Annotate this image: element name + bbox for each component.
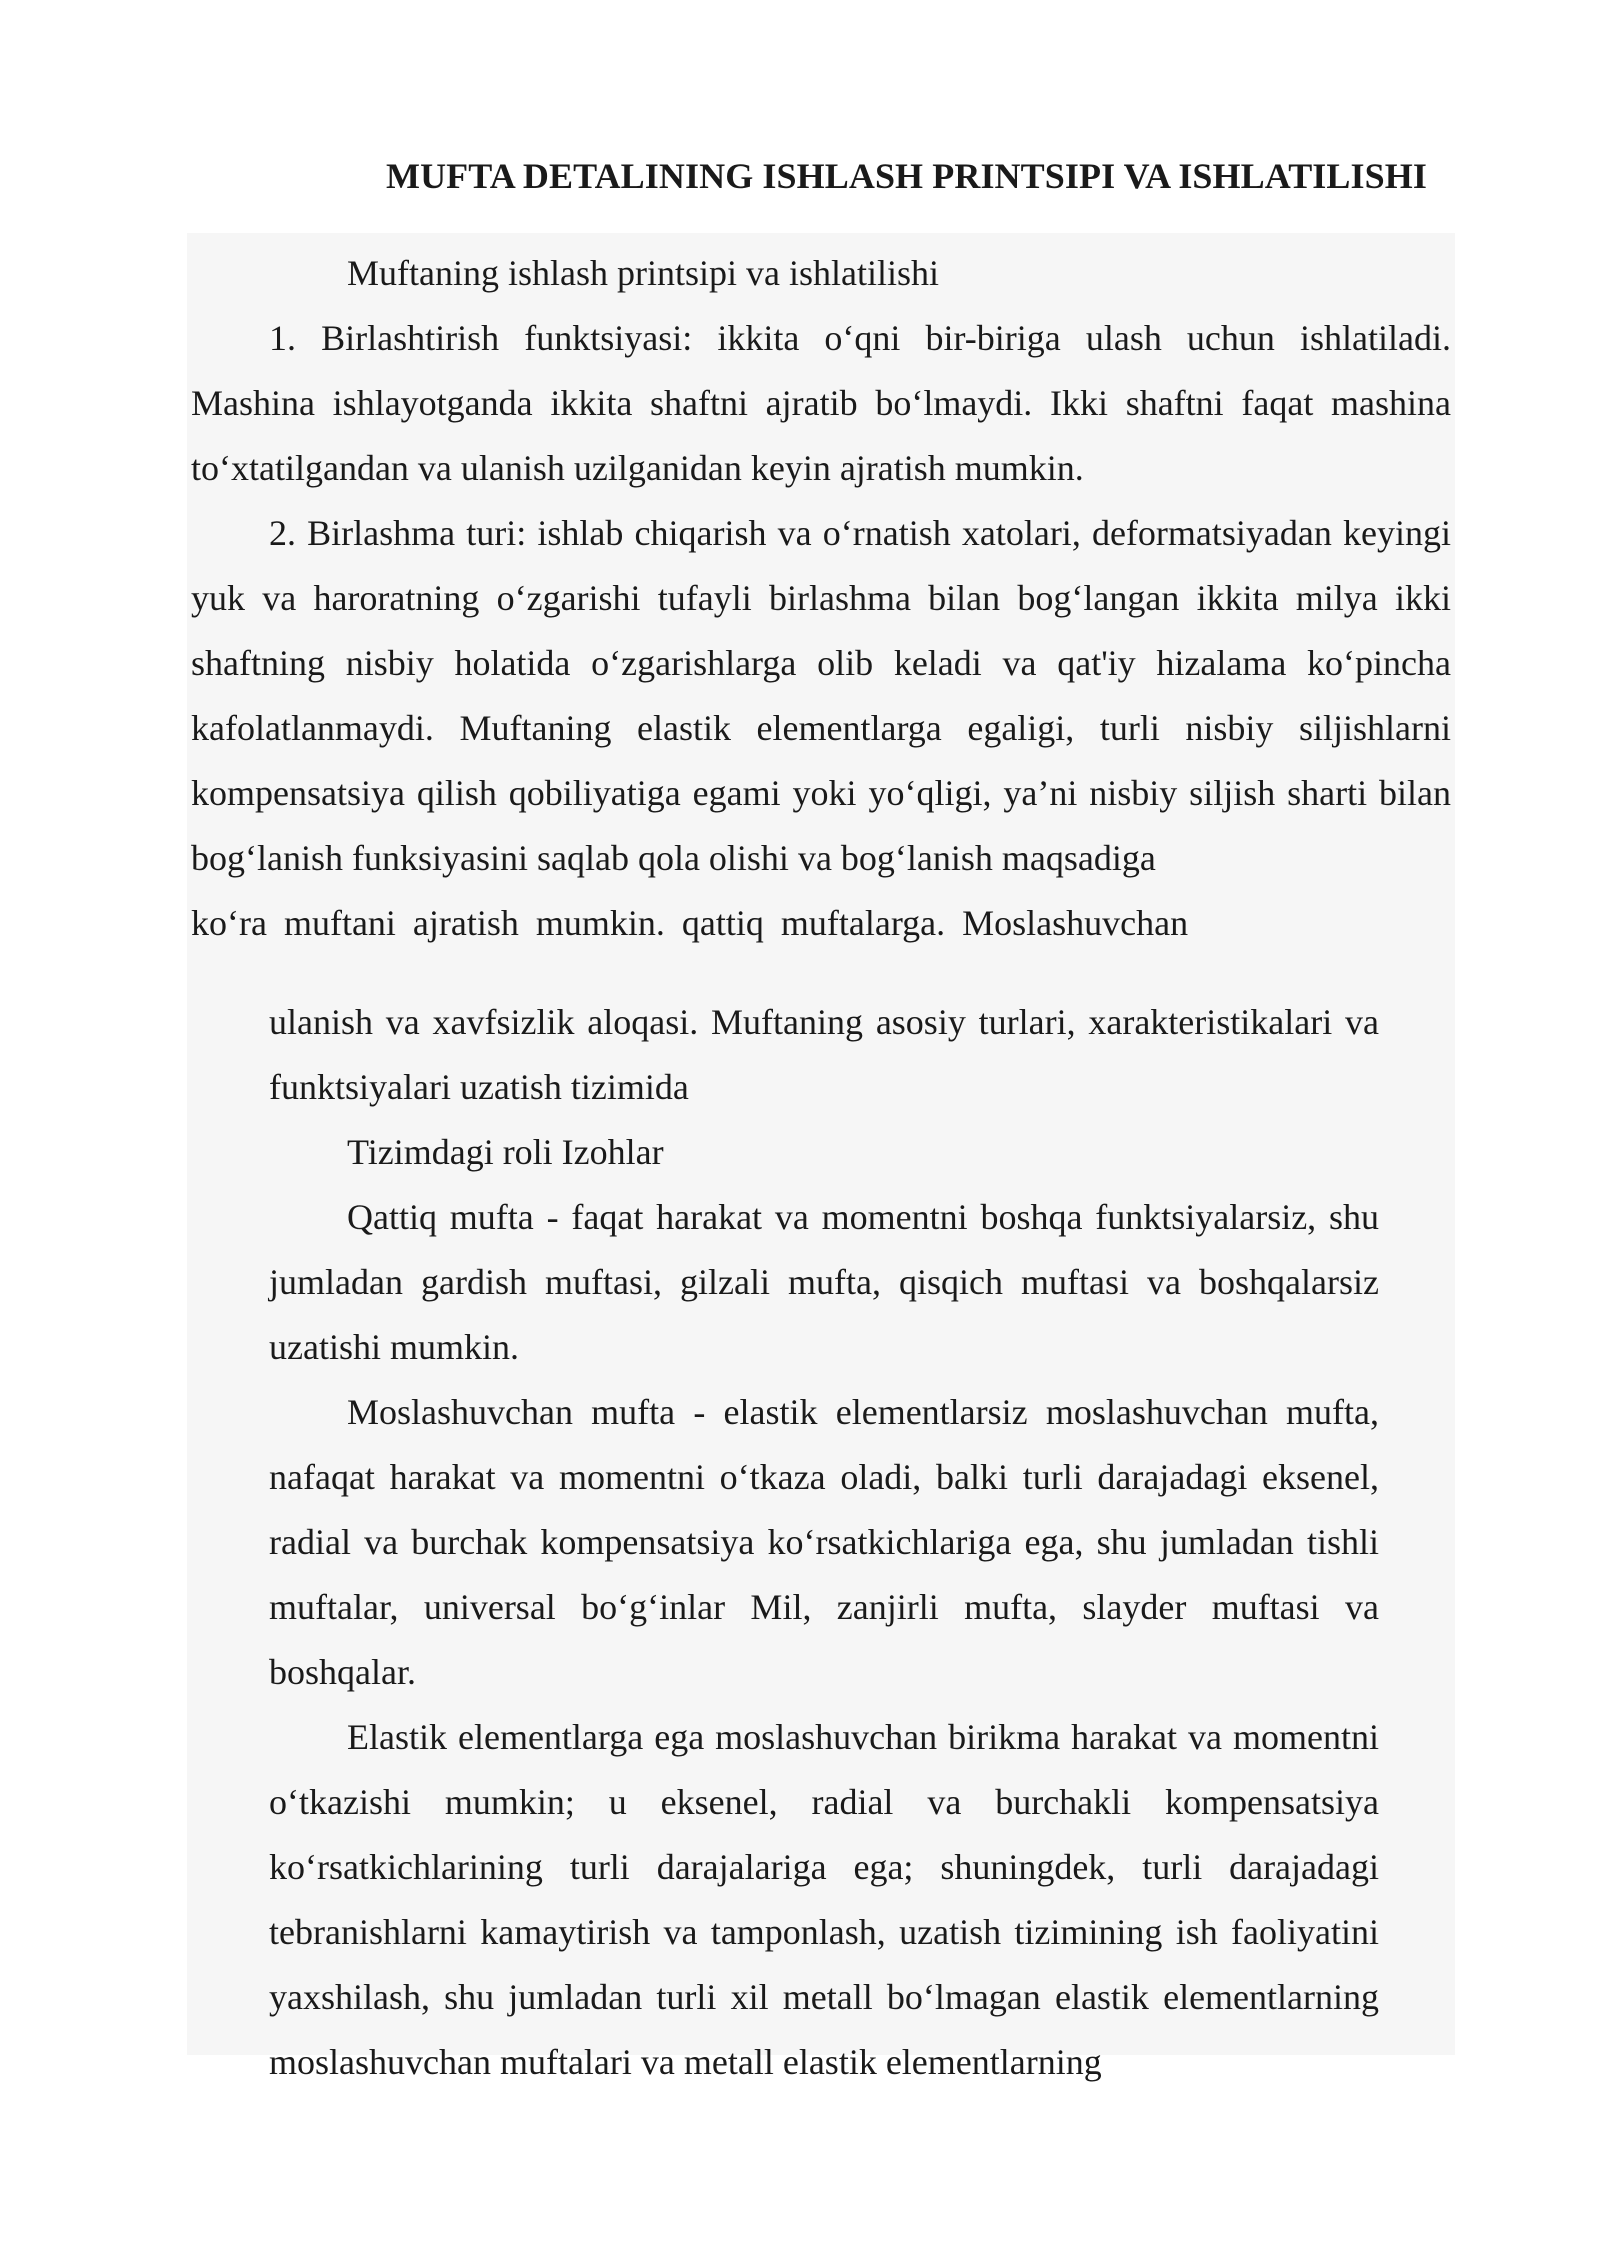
paragraph-elastic-coupling: Elastik elementlarga ega moslashuvchan birikma harakat va momentni o‘tkazishi mumkin; u eksenel, radial va burchakli kompensatsiya ko‘rsatkichlarining turli darajalariga ega; shuningdek, turli darajadagi tebranishlarni kamaytirish va tamponlash, uzatish tizimining ish faoliyatini yaxshilash, shu jumladan turli xil metall bo‘lmagan elastik elementlarning moslashuvchan muftalari va metall elastik elementlarning bbox=[269, 1717, 1379, 2082]
paragraph-coupling-type: 2. Birlashma turi: ishlab chiqarish va o‘rnatish xatolari, deformatsiyadan keyingi yuk va haroratning o‘zgarishi tufayli birlashma bilan bog‘langan ikkita milya ikki shaftning nisbiy holatida o‘zgarishlarga olib keladi va qat'iy hizalama ko‘pincha kafolatlanmaydi. Muftaning elastik elementlarga egaligi, turli nisbiy siljishlarni kompensatsiya qilish qobiliyatiga egami yoki yo‘qligi, ya’ni nisbiy siljish sharti bilan bog‘lanish funksiyasini saqlab qola olishi va bog‘lanish maqsadiga bbox=[191, 513, 1451, 878]
table-header-text: Tizimdagi roli Izohlar bbox=[347, 1132, 664, 1172]
document-title: MUFTA DETALINING ISHLASH PRINTSIPI VA ISHLATILISHI bbox=[386, 156, 1427, 196]
paragraph-rigid-coupling: Qattiq mufta - faqat harakat va momentni boshqa funktsiyalarsiz, shu jumladan gardish muftasi, gilzali mufta, qisqich muftasi va boshqalarsiz uzatishi mumkin. bbox=[269, 1197, 1379, 1367]
paragraph-continuation: ulanish va xavfsizlik aloqasi. Muftaning asosiy turlari, xarakteristikalari va funktsiyalari uzatish tizimida bbox=[269, 1002, 1379, 1107]
section-subtitle: Muftaning ishlash printsipi va ishlatilishi bbox=[347, 253, 939, 293]
paragraph-flexible-coupling: Moslashuvchan mufta - elastik elementlarsiz moslashuvchan mufta, nafaqat harakat va momentni o‘tkaza oladi, balki turli darajadagi eksenel, radial va burchak kompensatsiya ko‘rsatkichlariga ega, shu jumladan tishli muftalar, universal bo‘g‘inlar Mil, zanjirli mufta, slayder muftasi va boshqalar. bbox=[269, 1392, 1379, 1692]
section-principle bbox=[191, 241, 1451, 956]
section-coupling-types bbox=[269, 990, 1379, 2095]
paragraph-coupling-type-tail: ko‘ra muftani ajratish mumkin. qattiq muftalarga. Moslashuvchan bbox=[191, 903, 1189, 943]
paragraph-joining-function: 1. Birlashtirish funktsiyasi: ikkita o‘qni bir-biriga ulash uchun ishlatiladi. Mashina ishlayotganda ikkita shaftni ajratib bo‘lmaydi. Ikki shaftni faqat mashina to‘xtatilgandan va ulanish uzilganidan keyin ajratish mumkin. bbox=[191, 318, 1451, 488]
